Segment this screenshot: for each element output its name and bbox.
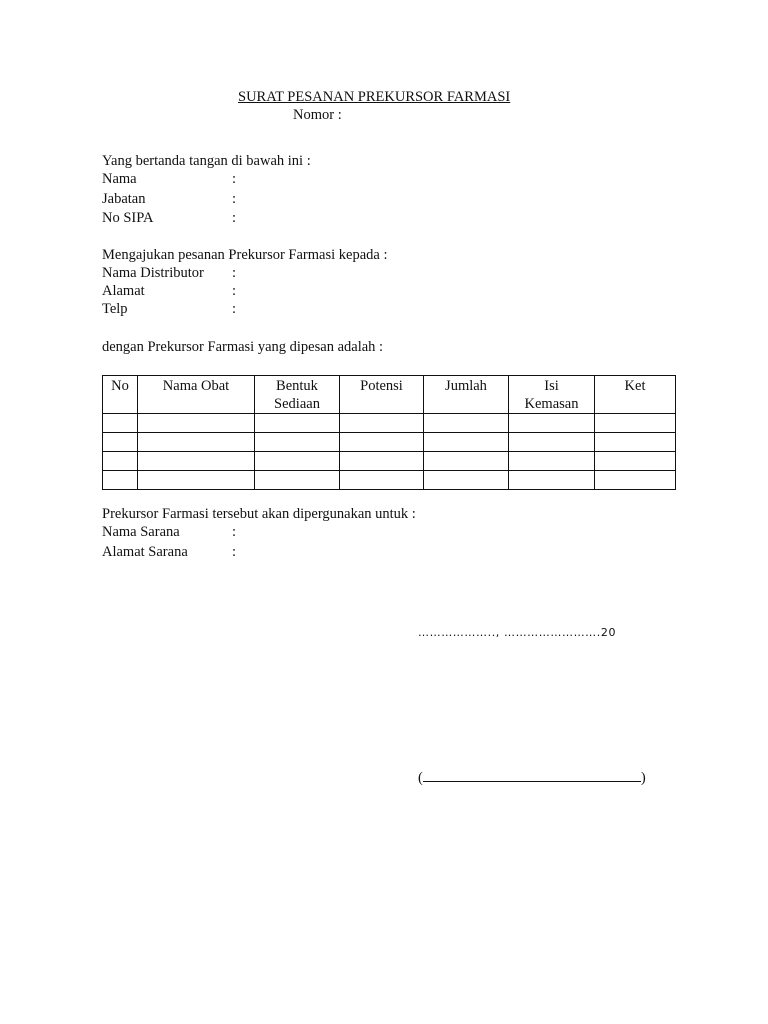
table-cell	[255, 471, 340, 490]
field-nama-sarana-colon: :	[232, 524, 237, 540]
field-sipa-colon: :	[232, 210, 237, 226]
col-header-bentuk-sediaan: Bentuk Sediaan	[255, 376, 340, 414]
field-nama-sarana-label: Nama Sarana	[102, 524, 180, 540]
table-cell	[103, 433, 138, 452]
signature-close-paren: )	[640, 770, 646, 786]
table-cell	[509, 433, 595, 452]
col-header-isi-kemasan: Isi Kemasan	[509, 376, 595, 414]
signature-open-paren: (	[418, 770, 423, 786]
table-row	[103, 414, 676, 433]
field-alamat-sarana-colon: :	[232, 544, 237, 560]
table-cell	[595, 471, 676, 490]
field-telp-colon: :	[232, 301, 237, 317]
usage-intro: Prekursor Farmasi tersebut akan dipergunakan untuk :	[102, 506, 416, 522]
col-header-no: No	[103, 376, 138, 414]
col-header-ket: Ket	[595, 376, 676, 414]
field-nama-label: Nama	[102, 171, 137, 187]
table-cell	[103, 414, 138, 433]
nomor-label: Nomor :	[293, 107, 342, 123]
col-header-nama-obat: Nama Obat	[138, 376, 255, 414]
table-cell	[138, 452, 255, 471]
table-cell	[424, 433, 509, 452]
table-cell	[424, 414, 509, 433]
field-telp-label: Telp	[102, 301, 128, 317]
table-cell	[424, 471, 509, 490]
table-cell	[509, 414, 595, 433]
col-header-potensi: Potensi	[340, 376, 424, 414]
field-jabatan-colon: :	[232, 191, 237, 207]
table-cell	[340, 414, 424, 433]
field-alamat-colon: :	[232, 283, 237, 299]
signer-intro: Yang bertanda tangan di bawah ini :	[102, 153, 311, 169]
field-sipa-label: No SIPA	[102, 210, 154, 226]
date-place-line: ……………….., …………………….20	[418, 626, 617, 639]
table-cell	[255, 414, 340, 433]
table-cell	[340, 452, 424, 471]
table-cell	[138, 433, 255, 452]
distributor-intro: Mengajukan pesanan Prekursor Farmasi kepada :	[102, 247, 388, 263]
field-distributor-label: Nama Distributor	[102, 265, 204, 281]
signature-blank	[423, 766, 641, 782]
table-cell	[509, 471, 595, 490]
table-cell	[255, 452, 340, 471]
table-row	[103, 433, 676, 452]
field-nama-colon: :	[232, 171, 237, 187]
table-cell	[340, 433, 424, 452]
field-alamat-sarana-label: Alamat Sarana	[102, 544, 188, 560]
table-cell	[595, 452, 676, 471]
table-cell	[509, 452, 595, 471]
order-table	[102, 375, 676, 490]
table-cell	[103, 471, 138, 490]
col-header-jumlah: Jumlah	[424, 376, 509, 414]
table-cell	[138, 471, 255, 490]
field-distributor-colon: :	[232, 265, 237, 281]
signature-name-line	[418, 766, 646, 787]
table-cell	[595, 433, 676, 452]
field-alamat-label: Alamat	[102, 283, 145, 299]
field-jabatan-label: Jabatan	[102, 191, 146, 207]
document-title: SURAT PESANAN PREKURSOR FARMASI	[238, 89, 511, 105]
table-row	[103, 452, 676, 471]
table-cell	[595, 414, 676, 433]
table-row	[103, 471, 676, 490]
table-cell	[103, 452, 138, 471]
table-cell	[138, 414, 255, 433]
table-cell	[424, 452, 509, 471]
table-cell	[340, 471, 424, 490]
table-header-row	[103, 376, 676, 414]
table-cell	[255, 433, 340, 452]
order-intro: dengan Prekursor Farmasi yang dipesan adalah :	[102, 339, 384, 355]
